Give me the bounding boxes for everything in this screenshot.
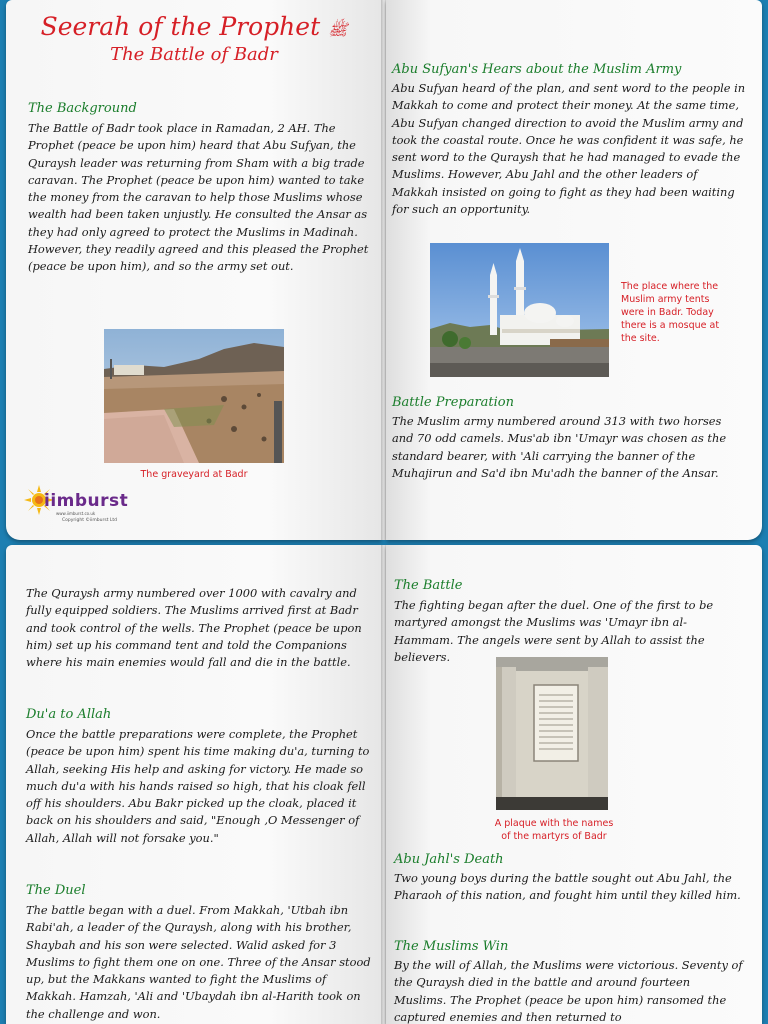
- muslims-win-text: By the will of Allah, the Muslims were victorious. Seventy of the Quraysh died in the battle and around fourteen Muslims. The Prophet (peace be upon him) ransomed the captured enemies and then returned to: [394, 958, 743, 1024]
- page-title: [6, 12, 382, 43]
- battle-heading: The Battle: [394, 578, 463, 593]
- page-top-right: [386, 0, 762, 540]
- title-text: Seerah of the Prophet: [40, 12, 321, 41]
- plaque-caption: A plaque with the names of the martyrs of Badr: [494, 818, 614, 842]
- background-heading: The Background: [28, 101, 137, 116]
- mosque-photo: [430, 243, 609, 377]
- graveyard-photo: [104, 329, 284, 463]
- abu-jahl-text: Two young boys during the battle sought out Abu Jahl, the Pharaoh of this nation, and fought him until they killed him.: [394, 871, 741, 903]
- dua-text: Once the battle preparations were complete, the Prophet (peace be upon him) spent his time making du'a, turning to Allah, seeking His help and asking for victory. He made so much du'a with his hands raised so high, that his cloak fell off his shoulders. Abu Bakr picked up the cloak, placed it back on his shoulders and said, "Enough ,O Messenger of Allah, Allah will not forsake you.": [26, 727, 370, 845]
- page-subtitle: The Battle of Badr: [110, 44, 278, 65]
- logo-copyright: Copyright ©iimburst Ltd: [62, 518, 118, 523]
- graveyard-caption: The graveyard at Badr: [140, 469, 248, 480]
- page-bottom-left: [6, 545, 382, 1024]
- muslims-win-heading: The Muslims Win: [394, 939, 509, 954]
- duel-heading: The Duel: [26, 883, 86, 898]
- battle-preparation-heading: Battle Preparation: [392, 395, 515, 410]
- plaque-photo: [496, 657, 608, 810]
- battle-preparation-text: The Muslim army numbered around 313 with two horses and 70 odd camels. Mus'ab ibn 'Umayr was chosen as the standard bearer, with 'Ali carrying the banner of the Muhajirun and Sa'd ibn Mu'adh the banner of the Ansar.: [392, 414, 727, 480]
- logo-tagline: www.iimburst.co.uk: [56, 511, 96, 516]
- mosque-photo-image: [430, 243, 609, 377]
- iimburst-logo[interactable]: [24, 483, 129, 527]
- background-text: The Battle of Badr took place in Ramadan, 2 AH. The Prophet (peace be upon him) heard that Abu Sufyan, the Quraysh leader was returning from Sham with a big trade caravan. The Prophet (peace be upon him) wanted to take the money from the caravan to help those Muslims whose wealth had been taken unjustly. He consulted the Ansar as they had only agreed to protect the Muslims in Madinah. However, they readily agreed and this pleased the Prophet (peace be upon him), and so the army set out.: [28, 121, 369, 274]
- logo-wordmark: iimburst: [44, 491, 129, 511]
- duel-text: The battle began with a duel. From Makkah, 'Utbah ibn Rabi'ah, a leader of the Quraysh, along with his brother, Shaybah and his son were selected. Walid asked for 3 Muslims to fight them one on one. Three of the Ansar stood up, but the Makkans wanted to fight the Muslims of Makkah. Hamzah, 'Ali and 'Ubaydah ibn al-Harith took on the challenge and won.: [26, 903, 371, 1021]
- page-bottom-right: [386, 545, 762, 1024]
- quraysh-army-text: The Quraysh army numbered over 1000 with cavalry and fully equipped soldiers. The Muslims arrived first at Badr and took control of the wells. The Prophet (peace be upon him) set up his command tent and told the Companions where his main enemies would fall and die in the battle.: [26, 586, 362, 670]
- graveyard-photo-image: [104, 329, 284, 463]
- battle-text: The fighting began after the duel. One of the first to be martyred amongst the Muslims was 'Umayr ibn al-Hammam. The angels were sent by Allah to assist the believers.: [394, 598, 714, 664]
- abu-jahl-heading: Abu Jahl's Death: [394, 852, 504, 867]
- plaque-photo-image: [496, 657, 608, 810]
- abu-sufyan-text: Abu Sufyan heard of the plan, and sent word to the people in Makkah to come and protect their money. At the same time, Abu Sufyan changed direction to avoid the Muslim army and took the coastal route. Once he was confident it was safe, he sent word to the Quraysh that he had managed to evade the Muslims. However, Abu Jahl and the other leaders of Makkah insisted on going to fight as they had been waiting for such an opportunity.: [392, 81, 746, 217]
- bottom-spread: [0, 545, 768, 1024]
- dua-heading: Du'a to Allah: [26, 707, 112, 722]
- mosque-caption: The place where the Muslim army tents were in Badr. Today there is a mosque at the site.: [621, 281, 720, 344]
- abu-sufyan-heading: Abu Sufyan's Hears about the Muslim Army: [392, 62, 682, 77]
- page-top-left: [6, 0, 382, 540]
- honorific-seal: ﷺ: [328, 20, 348, 39]
